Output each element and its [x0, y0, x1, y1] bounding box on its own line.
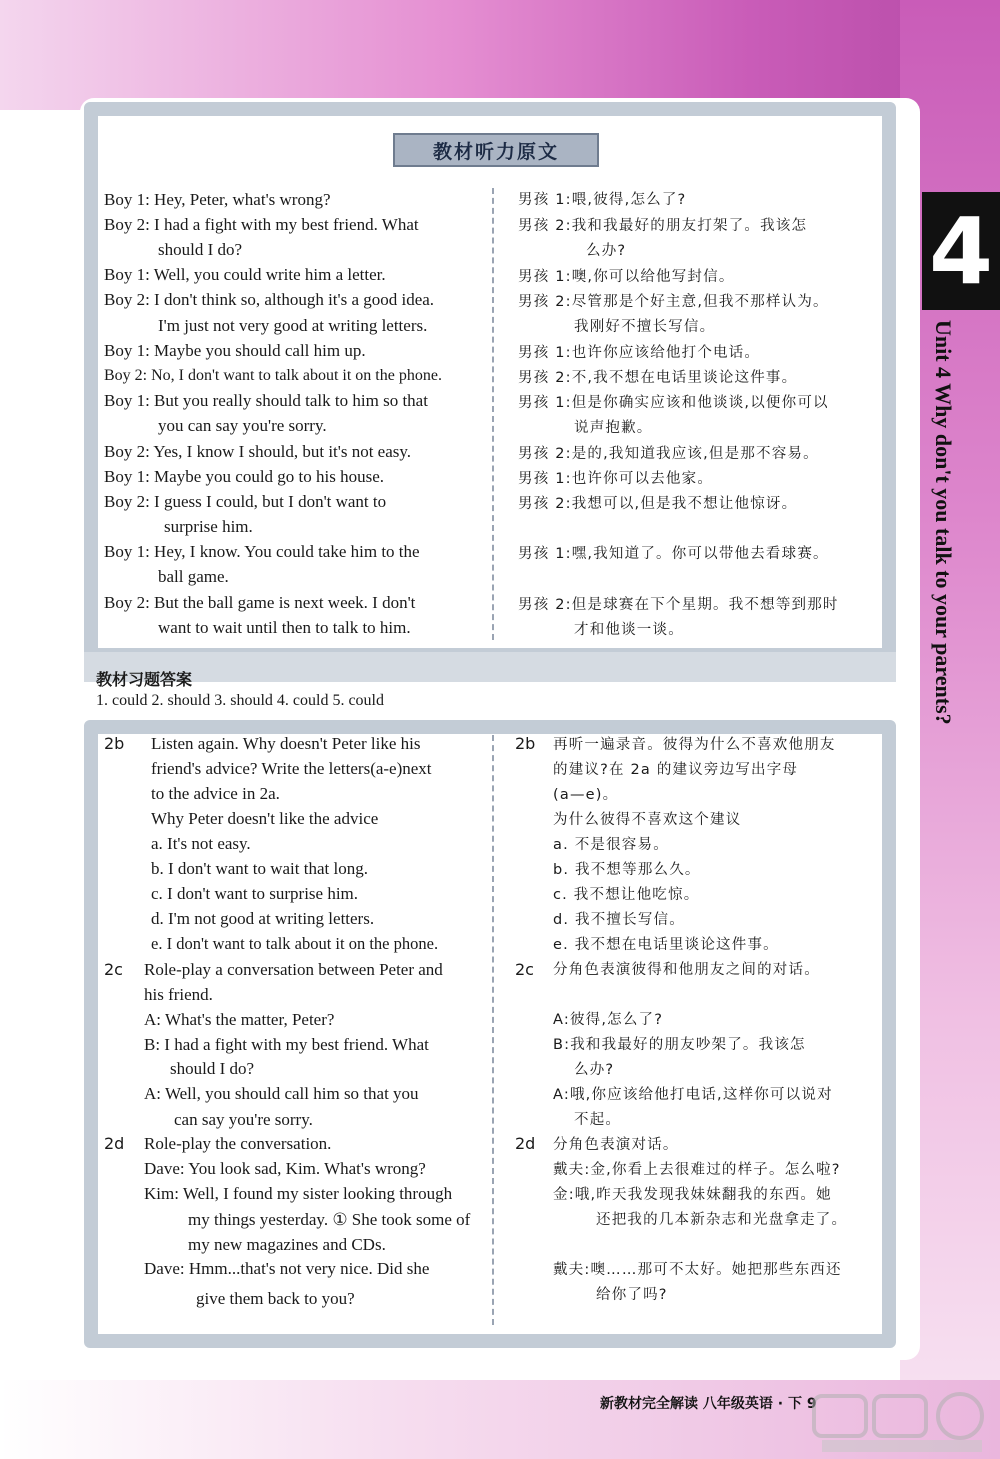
- exercise-en-line: B: I had a fight with my best friend. What: [144, 1035, 429, 1054]
- exercise-cn-line: A:哦,你应该给他打电话,这样你可以说对: [553, 1087, 833, 1103]
- dialogue-cn-line: 男孩 1:噢,你可以给他写封信。: [518, 269, 735, 285]
- exercise-cn-line: 分角色表演彼得和他朋友之间的对话。: [553, 962, 820, 978]
- dialogue-cn-line: 男孩 1:也许你可以去他家。: [518, 471, 714, 487]
- dialogue-en-line: Boy 2: Yes, I know I should, but it's not easy.: [104, 442, 412, 461]
- dialogue-cn-line: 男孩 2:是的,我知道我应该,但是那不容易。: [518, 446, 819, 462]
- watermark-logo: [812, 1392, 994, 1454]
- dialogue-cn-line: 男孩 1:也许你应该给他打个电话。: [518, 345, 761, 361]
- exercise-en-line: A: Well, you should call him so that you: [144, 1084, 419, 1103]
- exercise-cn-line: B:我和我最好的朋友吵架了。我该怎: [553, 1037, 806, 1053]
- exercise-cn-line: 么办?: [574, 1062, 615, 1078]
- exercise-label-2c: 2c: [104, 960, 123, 979]
- exercise-en-line: Dave: You look sad, Kim. What's wrong?: [144, 1159, 426, 1178]
- dialogue-cn-line: 男孩 2:尽管那是个好主意,但我不那样认为。: [518, 294, 829, 310]
- exercise-en-line: c. I don't want to surprise him.: [151, 884, 359, 903]
- exercise-cn-line: A:彼得,怎么了?: [553, 1012, 664, 1028]
- exercise-en-line: A: What's the matter, Peter?: [144, 1010, 335, 1029]
- exercise-cn-line: 的建议?在 2a 的建议旁边写出字母: [553, 762, 799, 778]
- dialogue-en-line: Boy 1: But you really should talk to him so that: [104, 391, 428, 410]
- exercise-en-line: Role-play the conversation.: [144, 1134, 332, 1153]
- dialogue-cn-line: 男孩 2:但是球赛在下个星期。我不想等到那时: [518, 597, 839, 613]
- exercise-en-line: Role-play a conversation between Peter and: [144, 960, 443, 979]
- exercise-en-line: can say you're sorry.: [174, 1110, 313, 1129]
- dialogue-en-line: you can say you're sorry.: [158, 416, 327, 435]
- answers-band: [84, 652, 896, 682]
- exercise-en-line: Listen again. Why doesn't Peter like his: [151, 734, 421, 753]
- dialogue-cn-line: 么办?: [586, 243, 627, 259]
- exercise-cn-line: b. 我不想等那么久。: [553, 862, 701, 878]
- dialogue-cn-line: 说声抱歉。: [574, 420, 653, 436]
- dialogue-en-line: I'm just not very good at writing letters.: [158, 316, 428, 335]
- exercise-en-line: give them back to you?: [196, 1289, 355, 1308]
- exercise-cn-line: e. 我不想在电话里谈论这件事。: [553, 937, 779, 953]
- dialogue-en-line: want to wait until then to talk to him.: [158, 618, 411, 637]
- dialogue-cn-line: 男孩 1:喂,彼得,怎么了?: [518, 192, 687, 208]
- exercise-cn-line: 不起。: [574, 1112, 622, 1128]
- section-title: 教材听力原文: [393, 133, 599, 167]
- exercise-cn-line: 为什么彼得不喜欢这个建议: [553, 812, 742, 828]
- exercise-cn-line: 戴夫:噢……那可不太好。她把那些东西还: [553, 1262, 842, 1278]
- exercise-en-line: my new magazines and CDs.: [188, 1235, 386, 1254]
- dialogue-cn-line: 男孩 2:我想可以,但是我不想让他惊讶。: [518, 496, 798, 512]
- dialogue-cn-line: 男孩 1:但是你确实应该和他谈谈,以便你可以: [518, 395, 829, 411]
- dialogue-cn-line: 我刚好不擅长写信。: [574, 319, 716, 335]
- dialogue-en-line: Boy 1: Hey, Peter, what's wrong?: [104, 190, 331, 209]
- exercise-label-2d: 2d: [104, 1134, 125, 1153]
- exercise-label-2b: 2b: [104, 734, 125, 753]
- dialogue-en-line: surprise him.: [164, 517, 253, 536]
- exercise-en-line: Dave: Hmm...that's not very nice. Did she: [144, 1259, 430, 1278]
- page-footer: 新教材完全解读 八年级英语 · 下 9: [600, 1396, 817, 1412]
- exercise-en-line: a. It's not easy.: [151, 834, 251, 853]
- exercise-en-line: Kim: Well, I found my sister looking through: [144, 1184, 453, 1203]
- exercise-cn-line: 金:哦,昨天我发现我妹妹翻我的东西。她: [553, 1187, 832, 1203]
- dialogue-en-line: Boy 2: I don't think so, although it's a good idea.: [104, 290, 435, 309]
- exercise-en-line: Why Peter doesn't like the advice: [151, 809, 379, 828]
- dialogue-cn-line: 才和他谈一谈。: [574, 622, 684, 638]
- exercise-cn-line: 分角色表演对话。: [553, 1137, 679, 1153]
- dialogue-cn-line: 男孩 2:不,我不想在电话里谈论这件事。: [518, 370, 798, 386]
- exercise-cn-line: 给你了吗?: [596, 1287, 668, 1303]
- dialogue-en-line: ball game.: [158, 567, 229, 586]
- exercise-cn-line: d. 我不擅长写信。: [553, 912, 685, 928]
- top-decor-band: [0, 0, 1000, 110]
- dialogue-en-line: should I do?: [158, 240, 243, 259]
- dialogue-en-line: Boy 1: Maybe you should call him up.: [104, 341, 366, 360]
- dialogue-en-line: Boy 2: But the ball game is next week. I don't: [104, 593, 416, 612]
- dialogue-en-line: Boy 2: I guess I could, but I don't want to: [104, 492, 387, 511]
- dialogue-en-line: Boy 1: Well, you could write him a letter.: [104, 265, 386, 284]
- exercise-en-line: e. I don't want to talk about it on the phone.: [151, 934, 439, 953]
- exercise-en-line: should I do?: [170, 1059, 255, 1078]
- answers-title: 教材习题答案: [96, 670, 193, 689]
- exercise-en-line: his friend.: [144, 985, 213, 1004]
- unit-title-vertical: Unit 4 Why don't you talk to your parents?: [931, 320, 956, 725]
- exercise-label-2b-cn: 2b: [515, 734, 536, 753]
- unit-number-tab: 4: [922, 192, 1000, 310]
- exercise-cn-line: 戴夫:金,你看上去很难过的样子。怎么啦?: [553, 1162, 841, 1178]
- exercise-en-line: d. I'm not good at writing letters.: [151, 909, 375, 928]
- exercise-label-2d-cn: 2d: [515, 1134, 536, 1153]
- column-divider-top: [492, 188, 494, 640]
- exercise-label-2c-cn: 2c: [515, 960, 534, 979]
- column-divider-bottom: [492, 735, 494, 1325]
- dialogue-cn-line: 男孩 2:我和我最好的朋友打架了。我该怎: [518, 218, 808, 234]
- dialogue-en-line: Boy 2: No, I don't want to talk about it on the phone.: [104, 367, 442, 384]
- dialogue-en-line: Boy 1: Maybe you could go to his house.: [104, 467, 385, 486]
- exercise-en-line: to the advice in 2a.: [151, 784, 280, 803]
- exercise-cn-line: (a—e)。: [553, 787, 619, 803]
- exercise-en-line: my things yesterday. ① She took some of: [188, 1210, 471, 1229]
- dialogue-en-line: Boy 2: I had a fight with my best friend. What: [104, 215, 419, 234]
- exercise-cn-line: c. 我不想让他吃惊。: [553, 887, 700, 903]
- exercise-en-line: friend's advice? Write the letters(a-e)next: [151, 759, 432, 778]
- dialogue-cn-line: 男孩 1:嘿,我知道了。你可以带他去看球赛。: [518, 546, 829, 562]
- exercise-en-line: b. I don't want to wait that long.: [151, 859, 368, 878]
- exercise-cn-line: a. 不是很容易。: [553, 837, 669, 853]
- exercise-cn-line: 再听一遍录音。彼得为什么不喜欢他朋友: [553, 737, 836, 753]
- answers-line: 1. could 2. should 3. should 4. could 5. could: [96, 692, 384, 709]
- dialogue-en-line: Boy 1: Hey, I know. You could take him to the: [104, 542, 420, 561]
- exercise-cn-line: 还把我的几本新杂志和光盘拿走了。: [596, 1212, 848, 1228]
